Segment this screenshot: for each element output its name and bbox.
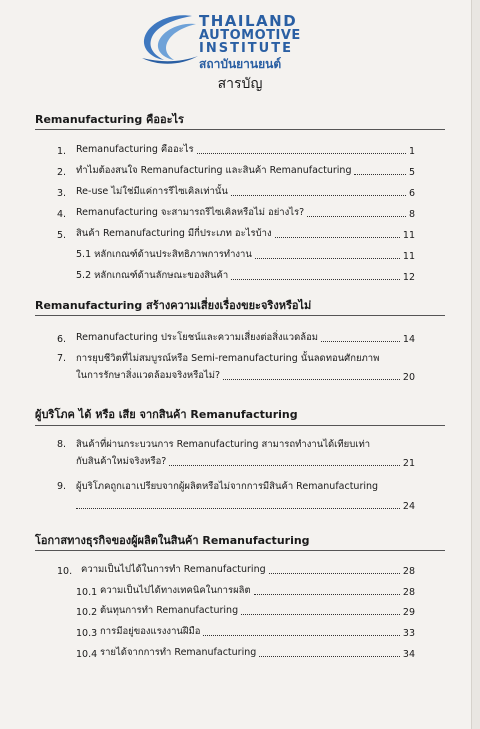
toc-entry[interactable] xyxy=(57,143,415,157)
dot-leader xyxy=(269,572,400,574)
toc-entry-continuation[interactable] xyxy=(76,455,415,469)
toc-entry-continuation[interactable] xyxy=(76,369,415,383)
entry-title: ทำไมต้องสนใจ Remanufacturing และสินค้า Remanufacturing xyxy=(76,165,352,176)
dot-leader xyxy=(321,340,400,342)
logo-text-automotive: AUTOMOTIVE xyxy=(199,28,301,43)
dot-leader xyxy=(241,613,400,615)
entry-number: 10.1 xyxy=(76,587,98,598)
entry-number: 4. xyxy=(57,209,67,220)
toc-subentry[interactable] xyxy=(76,625,415,639)
dot-leader xyxy=(223,378,400,380)
entry-title: ในการรักษาสิ่งแวดล้อมจริงหรือไม่? xyxy=(76,370,221,381)
entry-number: 6. xyxy=(57,334,67,345)
dot-leader xyxy=(255,257,400,259)
entry-title: 5.1 หลักเกณฑ์ด้านประสิทธิภาพการทำงาน xyxy=(76,249,252,260)
section-divider xyxy=(35,315,445,316)
entry-title: ผู้บริโภคถูกเอาเปรียบจากผู้ผลิตหรือไม่จากการมีสินค้า Remanufacturing xyxy=(76,481,379,492)
page-edge xyxy=(471,0,480,729)
entry-page: 28 xyxy=(402,587,415,598)
dot-leader xyxy=(354,173,405,175)
entry-page: 20 xyxy=(402,372,415,383)
dot-leader xyxy=(254,593,400,595)
entry-number: 3. xyxy=(57,188,67,199)
toc-subentry[interactable] xyxy=(76,269,415,283)
entry-page: 34 xyxy=(402,649,415,660)
entry-number: 7. xyxy=(57,353,67,364)
toc-entry[interactable] xyxy=(57,164,415,178)
section-heading: Remanufacturing คืออะไร xyxy=(35,113,184,126)
entry-title: สินค้า Remanufacturing มีกี่ประเภท อะไรบ้าง xyxy=(76,228,272,239)
dot-leader xyxy=(259,655,400,657)
dot-leader xyxy=(197,152,406,154)
entry-page: 6 xyxy=(408,188,415,199)
entry-title: กับสินค้าใหม่จริงหรือ? xyxy=(76,456,167,467)
entry-number: 10.2 xyxy=(76,607,98,618)
entry-page: 1 xyxy=(408,146,415,157)
tai-logo xyxy=(140,10,340,71)
entry-page: 29 xyxy=(402,607,415,618)
section-divider xyxy=(35,550,445,551)
toc-entry[interactable] xyxy=(57,185,415,199)
toc-entry[interactable] xyxy=(57,331,415,345)
toc-entry[interactable] xyxy=(57,479,378,494)
dot-leader xyxy=(231,278,400,280)
entry-page: 21 xyxy=(402,458,415,469)
entry-number: 1. xyxy=(57,146,67,157)
entry-title: รายได้จากการทำ Remanufacturing xyxy=(100,647,257,658)
toc-subentry[interactable] xyxy=(76,248,415,262)
entry-page: 11 xyxy=(402,230,415,241)
entry-number: 8. xyxy=(57,439,67,450)
section-heading: Remanufacturing สร้างความเสี่ยงเรื่องขยะจริงหรือไม่ xyxy=(35,299,312,312)
logo-text-thai: สถาบันยานยนต์ xyxy=(199,57,282,71)
entry-number: 2. xyxy=(57,167,67,178)
toc-entry[interactable] xyxy=(57,351,379,366)
entry-title: สินค้าที่ผ่านกระบวนการ Remanufacturing สามารถทำงานได้เทียบเท่า xyxy=(76,439,371,450)
toc-entry[interactable] xyxy=(57,563,415,577)
entry-title: ต้นทุนการทำ Remanufacturing xyxy=(100,605,239,616)
section-heading: ผู้บริโภค ได้ หรือ เสีย จากสินค้า Remanufacturing xyxy=(35,408,298,421)
entry-number: 9. xyxy=(57,481,67,492)
section-divider xyxy=(35,129,445,130)
entry-page: 5 xyxy=(408,167,415,178)
dot-leader xyxy=(76,507,400,509)
section-heading: โอกาสทางธุรกิจของผู้ผลิตในสินค้า Remanufacturing xyxy=(35,534,310,547)
entry-page: 12 xyxy=(402,272,415,283)
entry-title: การมีอยู่ของแรงงานฝีมือ xyxy=(100,626,201,637)
entry-title: Remanufacturing คืออะไร xyxy=(76,144,194,155)
dot-leader xyxy=(275,236,400,238)
entry-number: 10.3 xyxy=(76,628,98,639)
toc-entry[interactable] xyxy=(57,206,415,220)
entry-title: Remanufacturing ประโยชน์และความเสี่ยงต่อสิ่งแวดล้อม xyxy=(76,332,319,343)
toc-entry[interactable] xyxy=(57,227,415,241)
entry-page: 14 xyxy=(402,334,415,345)
entry-page: 8 xyxy=(408,209,415,220)
entry-number: 5. xyxy=(57,230,67,241)
swoosh-logo-icon xyxy=(140,10,200,68)
page-title: สารบัญ xyxy=(217,76,263,92)
toc-subentry[interactable] xyxy=(76,646,415,660)
entry-title: Re-use ไม่ใช่มีแค่การรีไซเคิลเท่านั้น xyxy=(76,186,228,197)
entry-title: การยุบชีวิตที่ไม่สมบูรณ์หรือ Semi-remanufacturing นั้นลดทอนศักยภาพ xyxy=(76,353,380,364)
toc-entry-continuation[interactable] xyxy=(76,498,415,512)
entry-title: ความเป็นไปได้ในการทำ Remanufacturing xyxy=(81,564,266,575)
entry-title: ความเป็นไปได้ทางเทคนิคในการผลิต xyxy=(100,585,251,596)
section-divider xyxy=(35,425,445,426)
dot-leader xyxy=(231,194,406,196)
entry-page: 28 xyxy=(402,566,415,577)
dot-leader xyxy=(169,464,400,466)
dot-leader xyxy=(203,634,399,636)
logo-text-institute: INSTITUTE xyxy=(199,41,293,56)
entry-page: 33 xyxy=(402,628,415,639)
entry-page: 24 xyxy=(402,501,415,512)
toc-entry[interactable] xyxy=(57,437,370,452)
entry-title: Remanufacturing จะสามารถรีไซเคิลหรือไม่ อย่างไร? xyxy=(76,207,305,218)
entry-number: 10.4 xyxy=(76,649,98,660)
logo-text-thailand: THAILAND xyxy=(199,12,298,30)
entry-number: 10. xyxy=(57,566,73,577)
entry-page: 11 xyxy=(402,251,415,262)
toc-subentry[interactable] xyxy=(76,584,415,598)
toc-subentry[interactable] xyxy=(76,604,415,618)
entry-title: 5.2 หลักเกณฑ์ด้านลักษณะของสินค้า xyxy=(76,270,229,281)
dot-leader xyxy=(307,215,406,217)
